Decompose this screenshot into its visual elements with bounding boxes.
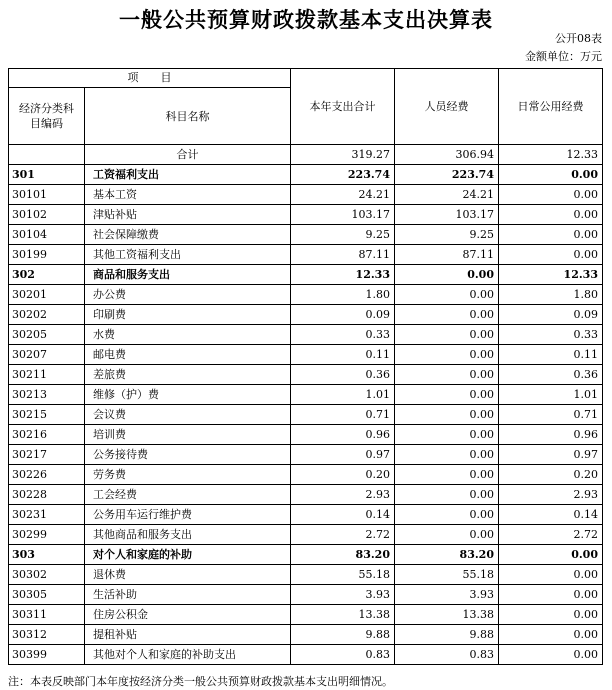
row-name: 工会经费 <box>85 485 291 505</box>
row-total: 24.21 <box>291 185 395 205</box>
row-name: 水费 <box>85 325 291 345</box>
row-code: 30101 <box>9 185 85 205</box>
row-name: 劳务费 <box>85 465 291 485</box>
row-staff: 0.00 <box>395 525 499 545</box>
row-code: 30213 <box>9 385 85 405</box>
row-staff: 87.11 <box>395 245 499 265</box>
row-name: 邮电费 <box>85 345 291 365</box>
row-total: 0.33 <box>291 325 395 345</box>
row-name: 住房公积金 <box>85 605 291 625</box>
row-total: 0.09 <box>291 305 395 325</box>
table-row <box>9 425 603 445</box>
header-daily: 日常公用经费 <box>499 69 603 145</box>
row-staff: 55.18 <box>395 565 499 585</box>
row-code: 30104 <box>9 225 85 245</box>
row-name: 其他对个人和家庭的补助支出 <box>85 645 291 665</box>
row-total: 9.25 <box>291 225 395 245</box>
form-code: 公开08表 <box>555 32 602 45</box>
row-name: 其他工资福利支出 <box>85 245 291 265</box>
row-staff: 0.00 <box>395 425 499 445</box>
row-daily: 0.71 <box>499 405 603 425</box>
row-staff: 0.00 <box>395 465 499 485</box>
row-staff: 0.00 <box>395 265 499 285</box>
row-name: 会议费 <box>85 405 291 425</box>
row-name: 社会保障缴费 <box>85 225 291 245</box>
row-total: 87.11 <box>291 245 395 265</box>
row-total: 0.97 <box>291 445 395 465</box>
row-staff: 83.20 <box>395 545 499 565</box>
row-code: 30299 <box>9 525 85 545</box>
row-daily: 0.00 <box>499 625 603 645</box>
table-row <box>9 585 603 605</box>
row-code: 30102 <box>9 205 85 225</box>
row-daily: 0.00 <box>499 245 603 265</box>
row-total: 223.74 <box>291 165 395 185</box>
total-row <box>9 145 603 165</box>
row-staff: 9.25 <box>395 225 499 245</box>
row-staff: 0.00 <box>395 365 499 385</box>
row-name: 其他商品和服务支出 <box>85 525 291 545</box>
table-row <box>9 485 603 505</box>
row-daily: 1.80 <box>499 285 603 305</box>
row-total: 83.20 <box>291 545 395 565</box>
row-daily: 1.01 <box>499 385 603 405</box>
row-code: 30302 <box>9 565 85 585</box>
page-title: 一般公共预算财政拨款基本支出决算表 <box>119 7 493 32</box>
row-name: 提租补贴 <box>85 625 291 645</box>
row-code: 30399 <box>9 645 85 665</box>
row-daily: 0.36 <box>499 365 603 385</box>
row-code: 301 <box>9 165 85 185</box>
category-row <box>9 545 603 565</box>
row-name: 公务接待费 <box>85 445 291 465</box>
total-label: 合计 <box>85 145 291 165</box>
row-total: 2.72 <box>291 525 395 545</box>
category-row <box>9 265 603 285</box>
expenditure-table <box>8 68 603 665</box>
row-staff: 103.17 <box>395 205 499 225</box>
row-daily: 0.00 <box>499 605 603 625</box>
row-code: 30207 <box>9 345 85 365</box>
footnote: 注：本表反映部门本年度按经济分类一般公共预算财政拨款基本支出明细情况。 <box>8 675 393 688</box>
row-daily: 0.96 <box>499 425 603 445</box>
row-daily: 0.00 <box>499 165 603 185</box>
row-code: 30199 <box>9 245 85 265</box>
row-name: 差旅费 <box>85 365 291 385</box>
row-code: 30217 <box>9 445 85 465</box>
row-total: 2.93 <box>291 485 395 505</box>
row-code: 30226 <box>9 465 85 485</box>
row-daily: 0.00 <box>499 545 603 565</box>
header-row-project <box>9 69 603 88</box>
table-row <box>9 505 603 525</box>
row-daily: 0.00 <box>499 185 603 205</box>
table-row <box>9 605 603 625</box>
header-code: 经济分类科目编码 <box>9 88 85 145</box>
table-row <box>9 305 603 325</box>
table-row <box>9 245 603 265</box>
row-name: 办公费 <box>85 285 291 305</box>
header-name: 科目名称 <box>85 88 291 145</box>
row-code: 30211 <box>9 365 85 385</box>
row-name: 商品和服务支出 <box>85 265 291 285</box>
row-name: 印刷费 <box>85 305 291 325</box>
total-total: 319.27 <box>291 145 395 165</box>
table-row <box>9 325 603 345</box>
row-total: 0.20 <box>291 465 395 485</box>
table-row <box>9 565 603 585</box>
table-row <box>9 445 603 465</box>
row-total: 0.71 <box>291 405 395 425</box>
header-project: 项 目 <box>9 69 291 88</box>
row-code: 30202 <box>9 305 85 325</box>
row-daily: 0.20 <box>499 465 603 485</box>
row-daily: 0.11 <box>499 345 603 365</box>
table-row <box>9 405 603 425</box>
row-total: 1.01 <box>291 385 395 405</box>
row-staff: 0.00 <box>395 345 499 365</box>
row-staff: 9.88 <box>395 625 499 645</box>
row-daily: 2.72 <box>499 525 603 545</box>
row-total: 0.83 <box>291 645 395 665</box>
row-daily: 2.93 <box>499 485 603 505</box>
table-row <box>9 385 603 405</box>
row-name: 基本工资 <box>85 185 291 205</box>
row-total: 1.80 <box>291 285 395 305</box>
row-name: 培训费 <box>85 425 291 445</box>
total-daily: 12.33 <box>499 145 603 165</box>
table-row <box>9 225 603 245</box>
row-total: 3.93 <box>291 585 395 605</box>
row-staff: 0.00 <box>395 445 499 465</box>
table-row <box>9 525 603 545</box>
row-staff: 24.21 <box>395 185 499 205</box>
row-code: 30305 <box>9 585 85 605</box>
row-name: 维修（护）费 <box>85 385 291 405</box>
table-row <box>9 205 603 225</box>
table-row <box>9 645 603 665</box>
row-code: 30215 <box>9 405 85 425</box>
row-total: 0.36 <box>291 365 395 385</box>
row-daily: 0.00 <box>499 585 603 605</box>
row-daily: 0.97 <box>499 445 603 465</box>
row-staff: 0.00 <box>395 285 499 305</box>
table-row <box>9 285 603 305</box>
row-daily: 0.09 <box>499 305 603 325</box>
row-daily: 0.14 <box>499 505 603 525</box>
row-code: 30201 <box>9 285 85 305</box>
row-staff: 0.83 <box>395 645 499 665</box>
row-daily: 0.00 <box>499 225 603 245</box>
row-daily: 12.33 <box>499 265 603 285</box>
table-row <box>9 345 603 365</box>
row-total: 0.11 <box>291 345 395 365</box>
row-total: 55.18 <box>291 565 395 585</box>
row-total: 13.38 <box>291 605 395 625</box>
table-row <box>9 465 603 485</box>
row-total: 9.88 <box>291 625 395 645</box>
row-name: 生活补助 <box>85 585 291 605</box>
row-staff: 3.93 <box>395 585 499 605</box>
row-code: 30312 <box>9 625 85 645</box>
row-staff: 223.74 <box>395 165 499 185</box>
row-daily: 0.33 <box>499 325 603 345</box>
row-staff: 0.00 <box>395 385 499 405</box>
row-code: 30216 <box>9 425 85 445</box>
row-code: 30205 <box>9 325 85 345</box>
total-staff: 306.94 <box>395 145 499 165</box>
row-daily: 0.00 <box>499 645 603 665</box>
row-name: 公务用车运行维护费 <box>85 505 291 525</box>
row-code: 30231 <box>9 505 85 525</box>
table-row <box>9 185 603 205</box>
row-staff: 0.00 <box>395 505 499 525</box>
row-total: 103.17 <box>291 205 395 225</box>
row-name: 对个人和家庭的补助 <box>85 545 291 565</box>
row-code: 302 <box>9 265 85 285</box>
row-code: 30311 <box>9 605 85 625</box>
row-staff: 0.00 <box>395 405 499 425</box>
row-total: 0.96 <box>291 425 395 445</box>
header-staff: 人员经费 <box>395 69 499 145</box>
row-daily: 0.00 <box>499 205 603 225</box>
row-code: 30228 <box>9 485 85 505</box>
row-name: 工资福利支出 <box>85 165 291 185</box>
row-name: 津贴补贴 <box>85 205 291 225</box>
row-total: 12.33 <box>291 265 395 285</box>
row-total: 0.14 <box>291 505 395 525</box>
table-row <box>9 625 603 645</box>
row-code: 303 <box>9 545 85 565</box>
total-code <box>9 145 85 165</box>
row-daily: 0.00 <box>499 565 603 585</box>
header-total: 本年支出合计 <box>291 69 395 145</box>
row-name: 退休费 <box>85 565 291 585</box>
row-staff: 0.00 <box>395 485 499 505</box>
row-staff: 13.38 <box>395 605 499 625</box>
category-row <box>9 165 603 185</box>
row-staff: 0.00 <box>395 305 499 325</box>
row-staff: 0.00 <box>395 325 499 345</box>
table-row <box>9 365 603 385</box>
unit-label: 金额单位：万元 <box>525 50 602 63</box>
